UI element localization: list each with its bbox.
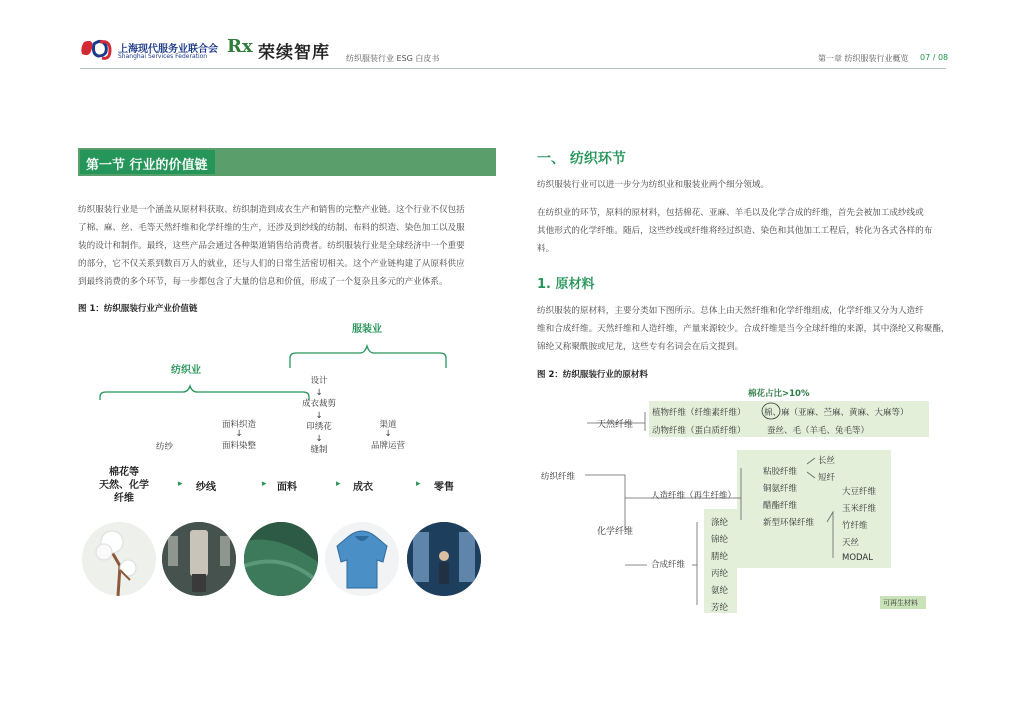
intro-line: 了棉、麻、丝、毛等天然纤维和化学纤维的生产，还涉及到纱线的纺制、布料的织造、染色加工以及服 — [78, 223, 465, 233]
step-raw-fiber: 棉花等 天然、化学 纤维 — [99, 467, 149, 504]
node-new-eco-fiber: 新型环保纤维 — [763, 518, 815, 528]
cotton-icon — [82, 522, 156, 596]
section-title: 第一节 行业的价值链 — [86, 158, 208, 173]
node-animal-fiber: 动物纤维（蛋白质纤维） — [652, 426, 746, 436]
thinktank-name: 荣续智库 — [258, 43, 330, 63]
process-dyeing-label: 面料染整 — [221, 441, 256, 451]
p2-line: 其他形式的化学纤维。随后，这些纱线或纤维将经过织造、染色和其他加工工程后，转化为各式各样的布 — [537, 226, 933, 236]
intro-line: 到最终消费的多个环节，每一步都包含了大量的信息和价值，形成了一个复杂且多元的产业体系。 — [78, 277, 448, 287]
intro-line: 的部分，它不仅关系到数百万人的就业，还与人们的日常生活密切相关。这个产业链构建了从原料供应 — [78, 259, 465, 269]
down-arrow-icon: ↓ — [315, 410, 323, 421]
document-title: 纺织服装行业 ESG 白皮书 — [346, 54, 440, 63]
node-acetate: 醋酯纤维 — [763, 501, 798, 511]
node-acrylic: 腈纶 — [711, 552, 729, 562]
header-divider — [80, 68, 946, 69]
node-cupro: 铜氨纤维 — [763, 484, 798, 494]
process-embroidery-label: 印绣花 — [306, 422, 332, 432]
node-polyester: 涤纶 — [711, 518, 729, 528]
process-brand-label: 品牌运营 — [370, 441, 405, 451]
node-aramid: 芳纶 — [711, 603, 729, 613]
heading-textile: 一、 纺织环节 — [537, 151, 626, 167]
node-long-filament: 长丝 — [818, 456, 836, 466]
federation-logo-icon — [80, 38, 114, 62]
right-paragraph-1: 纺织服装行业可以进一步分为纺织业和服装业两个细分领域。 — [537, 180, 770, 190]
step-retail: 零售 — [434, 482, 454, 493]
node-tencel: 天丝 — [842, 538, 860, 548]
node-modal: MODAL — [842, 553, 873, 563]
figure1-caption: 图 1：纺织服装行业产业价值链 — [78, 304, 198, 314]
process-garment — [296, 376, 342, 457]
node-natural-fiber: 天然纤维 — [597, 420, 634, 430]
right-paragraph-3 — [537, 302, 957, 356]
down-arrow-icon: ↓ — [384, 429, 392, 439]
figure2-caption: 图 2：纺织服装行业的原材料 — [537, 370, 648, 380]
node-textile-fiber-root: 纺织纤维 — [541, 472, 576, 482]
p3-line: 锦纶又称聚酰胺或尼龙，这些专有名词会在后文提到。 — [537, 342, 744, 352]
hoodie-icon — [325, 522, 399, 596]
step-yarn: 纱线 — [196, 482, 216, 493]
step-arrow-icon: ▸ — [178, 479, 183, 489]
process-cutting-label: 成衣裁剪 — [301, 399, 336, 409]
node-chemical-fiber: 化学纤维 — [597, 527, 634, 537]
process-weaving — [219, 418, 259, 451]
process-design-label: 设计 — [310, 376, 328, 386]
intro-paragraph — [78, 201, 498, 291]
process-sewing-label: 缝制 — [310, 445, 328, 455]
step-arrow-icon: ▸ — [262, 479, 267, 489]
step-arrow-icon: ▸ — [336, 479, 341, 489]
node-bamboo-fiber: 竹纤维 — [842, 521, 868, 531]
node-plant-items: 棉、麻（亚麻、苎麻、黄麻、大麻等） — [764, 408, 909, 418]
down-arrow-icon: ↓ — [315, 387, 323, 398]
p2-line: 料。 — [537, 244, 555, 254]
node-staple-fiber: 短纤 — [818, 473, 836, 483]
node-man-made-fiber: 人造纤维（再生纤维） — [651, 491, 737, 501]
heading-raw-materials: 1. 原材料 — [537, 277, 595, 292]
process-spinning: 纺纱 — [156, 442, 174, 452]
node-polypropylene: 丙纶 — [711, 569, 729, 579]
p3-line: 维和合成纤维。天然纤维和人造纤维，产量来源较少。合成纤维是当今全球纤维的来源，其中涤纶又称聚酯， — [537, 324, 950, 334]
node-synthetic-fiber: 合成纤维 — [651, 560, 686, 570]
step-fabric: 面料 — [277, 482, 297, 493]
page-number: 07 / 08 — [920, 53, 949, 62]
legend-renewable: 可再生材料 — [883, 599, 918, 607]
right-paragraph-2 — [537, 204, 957, 258]
federation-name: 上海现代服务业联合会 — [118, 44, 218, 55]
thinktank-logo-icon: Rx — [227, 36, 253, 57]
group-textile-label: 纺织业 — [171, 365, 201, 376]
process-weave-label: 面料织造 — [221, 420, 256, 430]
cotton-share-note: 棉花占比>10% — [748, 389, 810, 399]
node-soy-fiber: 大豆纤维 — [842, 487, 877, 497]
federation-name-en: Shanghai Services Federation — [118, 53, 208, 60]
chapter-title: 第一章 纺织服装行业概览 — [818, 54, 909, 63]
process-channel-label: 渠道 — [379, 420, 397, 430]
yarn-spool-icon — [162, 522, 236, 596]
step-garment: 成衣 — [353, 482, 373, 493]
node-spandex: 氨纶 — [711, 586, 729, 596]
node-nylon: 锦纶 — [711, 535, 729, 545]
value-chain-braces — [78, 330, 498, 400]
node-viscose: 粘胶纤维 — [763, 467, 798, 477]
node-animal-items: 蚕丝、毛（羊毛、兔毛等） — [767, 426, 870, 436]
down-arrow-icon: ↓ — [235, 429, 243, 439]
p3-line: 纺织服装的原材料，主要分类如下图所示。总体上由天然纤维和化学纤维组成，化学纤维又分为人造纤 — [537, 306, 924, 316]
node-plant-fiber: 植物纤维（纤维素纤维） — [652, 408, 746, 418]
p2-line: 在纺织业的环节，原料的原材料，包括棉花、亚麻、羊毛以及化学合成的纤维，首先会被加工成纱线或 — [537, 208, 924, 218]
node-corn-fiber: 玉米纤维 — [842, 504, 877, 514]
fabric-icon — [244, 522, 318, 596]
process-channel — [368, 418, 408, 451]
step-arrow-icon: ▸ — [416, 479, 421, 489]
intro-line: 装的设计和制作。最终，这些产品会通过各种渠道销售给消费者。纺织服装行业是全球经济中一个重要 — [78, 241, 465, 251]
down-arrow-icon: ↓ — [315, 433, 323, 444]
intro-line: 纺织服装行业是一个涵盖从原材料获取、纺织制造到成衣生产和销售的完整产业链。这个行业不仅包括 — [78, 205, 465, 215]
retail-store-icon — [407, 522, 481, 596]
group-apparel-label: 服装业 — [352, 324, 382, 335]
